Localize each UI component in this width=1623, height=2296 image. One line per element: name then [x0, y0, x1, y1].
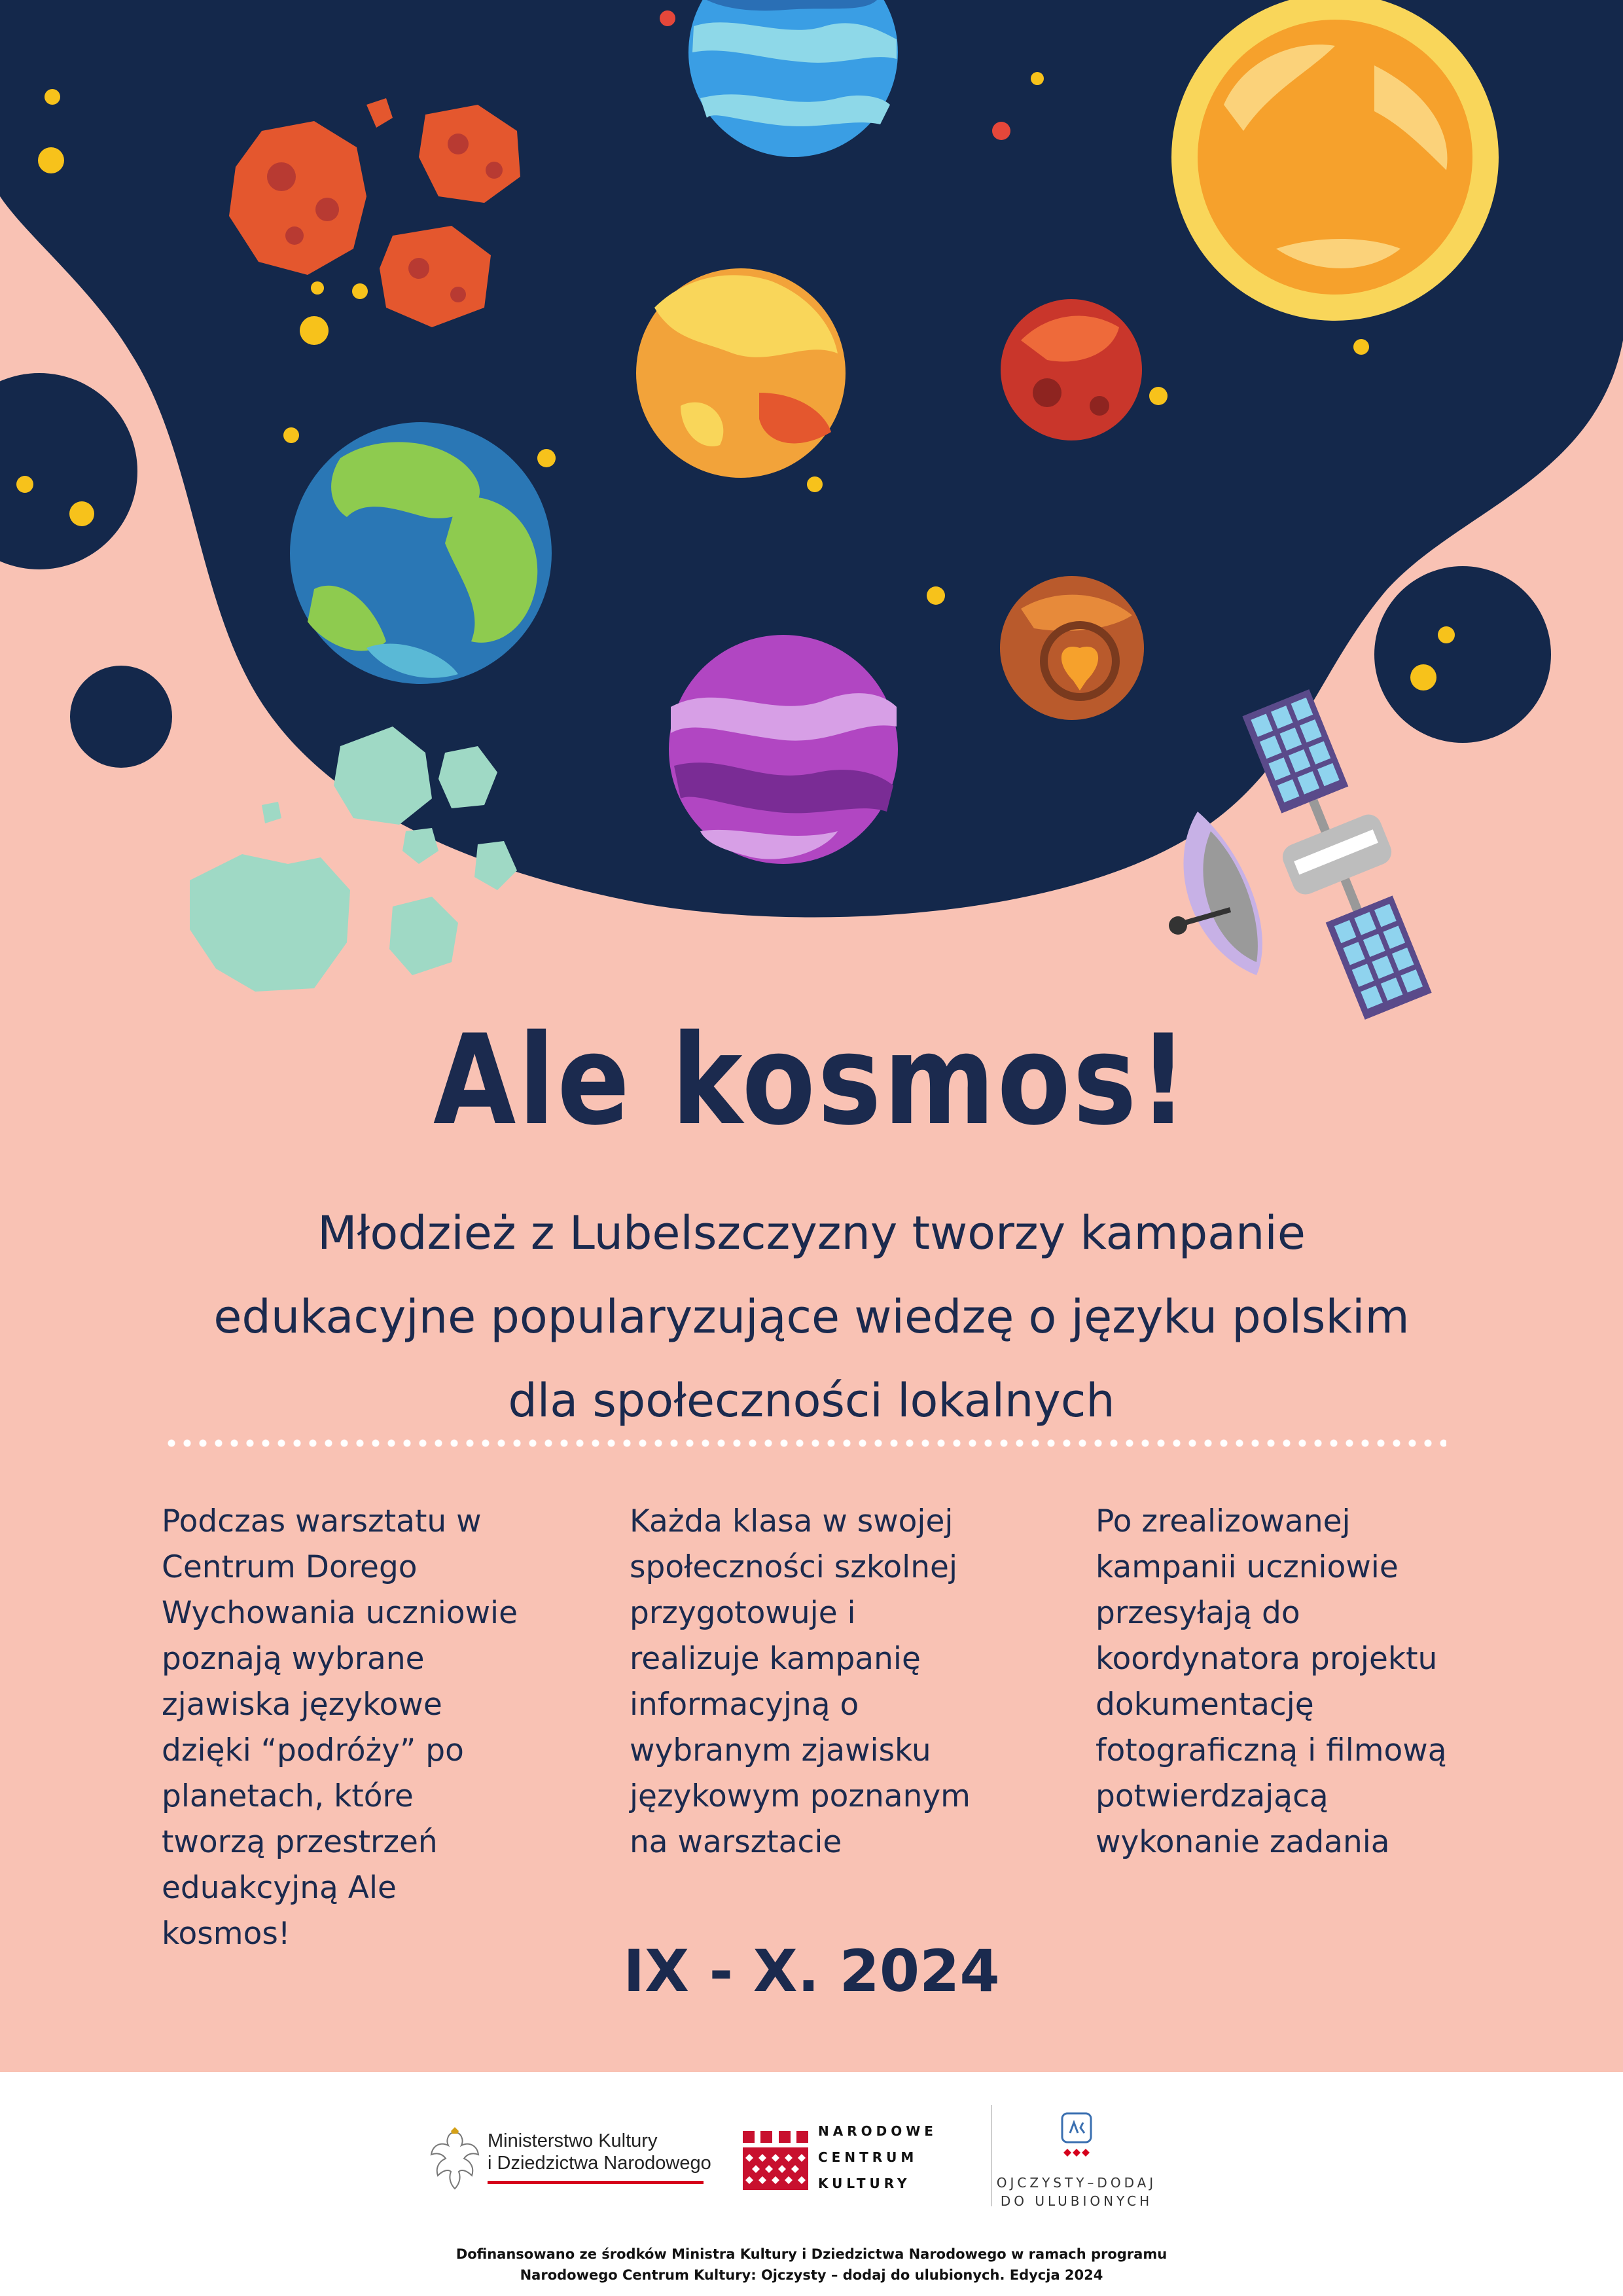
ojczysty-name: [978, 2174, 1175, 2210]
planet-icon-purple: [669, 635, 898, 864]
column-line: eduakcyjną Ale: [162, 1870, 397, 1906]
planet-icon-earth: [290, 422, 552, 684]
column-line: Centrum Dorego: [162, 1549, 418, 1585]
dark-circle-right: [1374, 566, 1551, 743]
column-line: Podczas warsztatu w: [162, 1503, 482, 1539]
column-line: kosmos!: [162, 1916, 291, 1952]
dark-circle-small: [70, 666, 172, 768]
ministry-logo: [429, 2126, 717, 2198]
column-line: zjawiska językowe: [162, 1687, 442, 1723]
column-line: potwierdzającą: [1096, 1778, 1329, 1814]
column-line: poznają wybrane: [162, 1641, 425, 1677]
column-line: realizuje kampanię: [630, 1641, 921, 1677]
column-line: na warsztacie: [630, 1824, 842, 1860]
nck-logo-icon: [743, 2118, 808, 2197]
poster-title: Ale kosmos!: [433, 1008, 1190, 1153]
column-line: wybranym zjawisku: [630, 1732, 931, 1768]
ojczysty-logo: [978, 2108, 1175, 2213]
eagle-emblem-icon: [429, 2126, 481, 2191]
sun-icon: [1171, 0, 1499, 321]
column-line: Wychowania uczniowie: [162, 1595, 518, 1631]
column-line: dzięki “podróży” po: [162, 1732, 464, 1768]
footer: [0, 2072, 1623, 2296]
poster-subtitle: [131, 1191, 1492, 1443]
nck-name-line: CENTRUM: [818, 2149, 918, 2165]
funding-note-line: Narodowego Centrum Kultury: Ojczysty – dodaj do ulubionych. Edycja 2024: [520, 2267, 1103, 2283]
column-line: przygotowuje i: [630, 1595, 856, 1631]
subtitle-line: Młodzież z Lubelszczyzny tworzy kampanie: [317, 1206, 1306, 1260]
column-line: wykonanie zadania: [1096, 1824, 1390, 1860]
ojczysty-name-line: DO ULUBIONYCH: [1000, 2193, 1153, 2209]
planet-icon-brown: [1000, 576, 1144, 720]
ojczysty-name-line: OJCZYSTY–DODAJ: [996, 2175, 1157, 2191]
description-column-1: [162, 1499, 554, 1957]
event-date: IX - X. 2024: [623, 1937, 1000, 2005]
column-line: Każda klasa w swojej: [630, 1503, 954, 1539]
column-line: koordynatora projektu: [1096, 1641, 1438, 1677]
ojczysty-logo-icon: [978, 2108, 1175, 2170]
column-line: kampanii uczniowie: [1096, 1549, 1399, 1585]
subtitle-line: edukacyjne popularyzujące wiedzę o języku polskim: [213, 1290, 1410, 1344]
asteroid-icon-green: [190, 726, 517, 992]
description-column-3: [1096, 1499, 1488, 1865]
column-line: przesyłają do: [1096, 1595, 1300, 1631]
planet-icon-orange: [636, 268, 846, 478]
nck-logo: [743, 2118, 952, 2203]
space-illustration: [0, 0, 1623, 1047]
description-column-2: [630, 1499, 1022, 1865]
subtitle-line: dla społeczności lokalnych: [508, 1374, 1115, 1427]
nck-name-line: NARODOWE: [818, 2123, 937, 2139]
column-line: dokumentację: [1096, 1687, 1314, 1723]
ministry-name-line: Ministerstwo Kultury: [488, 2130, 658, 2151]
column-line: Po zrealizowanej: [1096, 1503, 1351, 1539]
dark-circle-left: [0, 373, 137, 569]
nck-name-line: KULTURY: [818, 2176, 911, 2191]
column-line: językowym poznanym: [630, 1778, 971, 1814]
ministry-name: [488, 2130, 711, 2174]
column-line: społeczności szkolnej: [630, 1549, 958, 1585]
column-line: planetach, które: [162, 1778, 414, 1814]
nck-name: [818, 2118, 937, 2197]
column-line: fotograficzną i filmową: [1096, 1732, 1447, 1768]
column-line: tworzą przestrzeń: [162, 1824, 438, 1860]
funding-note-line: Dofinansowano ze środków Ministra Kultury i Dziedzictwa Narodowego w ramach programu: [455, 2246, 1168, 2262]
column-line: informacyjną o: [630, 1687, 859, 1723]
ministry-underline: [488, 2181, 704, 2184]
ministry-name-line: i Dziedzictwa Narodowego: [488, 2153, 711, 2174]
dotted-divider: [164, 1439, 1446, 1448]
funding-note: [0, 2244, 1623, 2286]
planet-icon-red: [1001, 299, 1142, 440]
